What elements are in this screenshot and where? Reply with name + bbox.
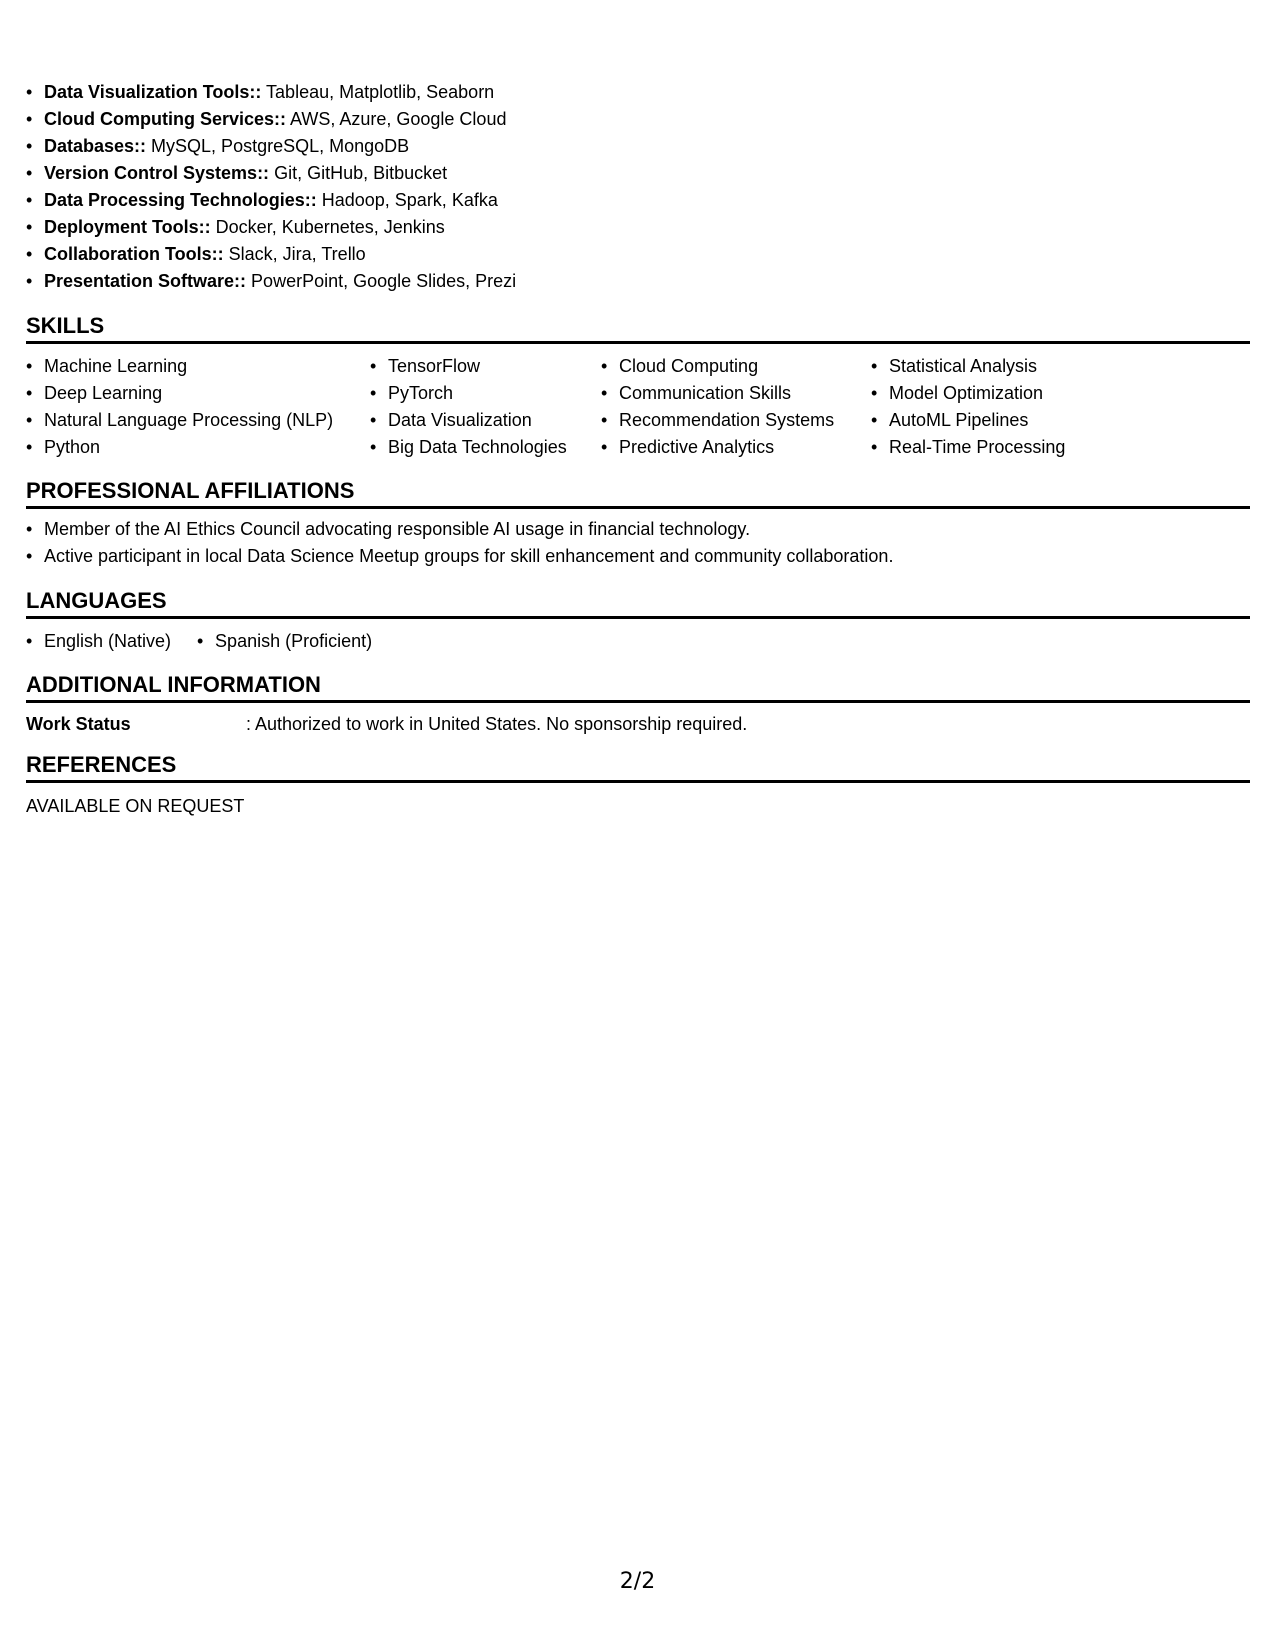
list-item: • Deep Learning (26, 380, 333, 407)
references-text: AVAILABLE ON REQUEST (26, 796, 245, 816)
tools-list (26, 79, 516, 295)
list-item: • Active participant in local Data Science Meetup groups for skill enhancement and community collaboration. (26, 543, 893, 570)
work-status-value: : Authorized to work in United States. No sponsorship required. (246, 714, 748, 734)
languages-list (26, 628, 398, 655)
list-item: • Spanish (Proficient) (197, 628, 372, 655)
tool-category-value: Docker, Kubernetes, Jenkins (210, 217, 445, 237)
tool-category-label: Databases:: (44, 136, 147, 156)
list-item (26, 187, 516, 214)
list-item: • TensorFlow (370, 353, 567, 380)
references-heading: REFERENCES (26, 752, 1250, 783)
list-item: • Python (26, 434, 333, 461)
languages-heading: LANGUAGES (26, 588, 1250, 619)
list-item: • AutoML Pipelines (871, 407, 1065, 434)
list-item: • Member of the AI Ethics Council advocating responsible AI usage in financial technology. (26, 516, 893, 543)
list-item: • Model Optimization (871, 380, 1065, 407)
skills-column-1 (26, 353, 333, 461)
tool-category-label: Collaboration Tools:: (44, 244, 224, 264)
work-status-label: Work Status (26, 714, 131, 734)
list-item: • Predictive Analytics (601, 434, 834, 461)
tool-category-value: MySQL, PostgreSQL, MongoDB (146, 136, 410, 156)
skills-heading: SKILLS (26, 313, 1250, 344)
skills-column-3 (601, 353, 834, 461)
affiliations-heading: PROFESSIONAL AFFILIATIONS (26, 478, 1250, 509)
list-item: • Big Data Technologies (370, 434, 567, 461)
list-item (26, 160, 516, 187)
page-number: 2/2 (619, 1569, 656, 1594)
tool-category-label: Deployment Tools:: (44, 217, 211, 237)
additional-info-heading: ADDITIONAL INFORMATION (26, 672, 1250, 703)
list-item: • Statistical Analysis (871, 353, 1065, 380)
tool-category-value: AWS, Azure, Google Cloud (286, 109, 507, 129)
skills-column-2 (370, 353, 567, 461)
tool-category-value: Tableau, Matplotlib, Seaborn (261, 82, 495, 102)
list-item: • Data Visualization (370, 407, 567, 434)
tool-category-label: Version Control Systems:: (44, 163, 270, 183)
tool-category-value: Hadoop, Spark, Kafka (316, 190, 498, 210)
affiliations-list (26, 516, 893, 570)
list-item (26, 79, 516, 106)
list-item (26, 268, 516, 295)
list-item: • Recommendation Systems (601, 407, 834, 434)
tool-category-value: Slack, Jira, Trello (223, 244, 366, 264)
list-item: • English (Native) (26, 628, 171, 655)
list-item: • Machine Learning (26, 353, 333, 380)
work-status-row (26, 711, 747, 738)
tool-category-label: Presentation Software:: (44, 271, 247, 291)
list-item: • Natural Language Processing (NLP) (26, 407, 333, 434)
tool-category-value: Git, GitHub, Bitbucket (269, 163, 448, 183)
tool-category-value: PowerPoint, Google Slides, Prezi (246, 271, 517, 291)
tool-category-label: Data Processing Technologies:: (44, 190, 317, 210)
tool-category-label: Cloud Computing Services:: (44, 109, 287, 129)
list-item (26, 214, 516, 241)
list-item: • PyTorch (370, 380, 567, 407)
tool-category-label: Data Visualization Tools:: (44, 82, 262, 102)
list-item: • Cloud Computing (601, 353, 834, 380)
skills-column-4 (871, 353, 1065, 461)
list-item (26, 133, 516, 160)
list-item: • Real-Time Processing (871, 434, 1065, 461)
list-item: • Communication Skills (601, 380, 834, 407)
list-item (26, 241, 516, 268)
list-item (26, 106, 516, 133)
